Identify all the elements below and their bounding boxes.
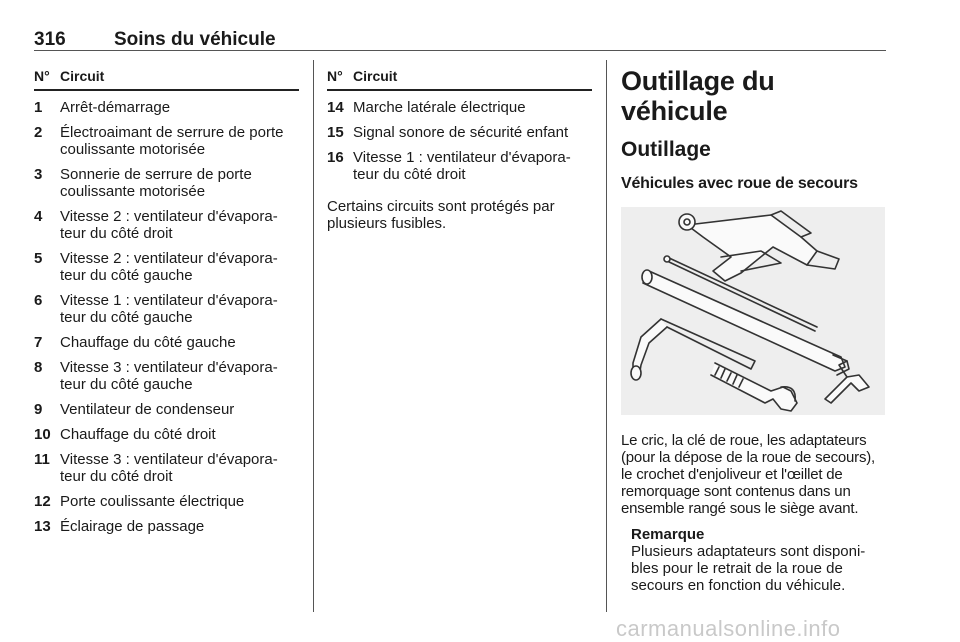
wheel-wrench-icon: [631, 319, 755, 380]
fuse-table-left: [34, 68, 299, 535]
col-number-header: N°: [34, 68, 50, 84]
row-number: 5: [34, 250, 43, 267]
row-circuit: Vitesse 2 : ventilateur d'évapora- teur du côté droit: [60, 208, 278, 242]
row-circuit: Signal sonore de sécurité enfant: [353, 124, 569, 141]
row-circuit: Chauffage du côté gauche: [60, 334, 236, 351]
page-number: 316: [34, 29, 66, 50]
table-header: [34, 68, 299, 91]
row-circuit: Éclairage de passage: [60, 518, 205, 535]
sub-subsection-heading: Véhicules avec roue de secours: [621, 175, 858, 192]
row-number: 7: [34, 334, 43, 351]
row-circuit: Ventilateur de condenseur: [60, 401, 235, 418]
col-circuit-header: Circuit: [60, 68, 105, 84]
table-row: [34, 401, 299, 418]
table-row: [34, 518, 299, 535]
remark-text: Plusieurs adaptateurs sont disponi- bles pour le retrait de la roue de secours en fonction du véhicule.: [631, 543, 866, 594]
remark-title: Remarque: [631, 526, 705, 543]
subsection-heading: Outillage: [621, 138, 711, 161]
row-number: 3: [34, 166, 43, 183]
row-circuit: Vitesse 2 : ventilateur d'évapora- teur du côté gauche: [60, 250, 278, 284]
tools-section: [621, 66, 887, 594]
jack-icon: [679, 211, 839, 281]
table-row: [34, 359, 299, 393]
column-divider-2: [606, 60, 607, 612]
col-number-header: N°: [327, 68, 343, 84]
table-row: [327, 99, 592, 116]
row-number: 6: [34, 292, 43, 309]
row-circuit: Porte coulissante électrique: [60, 493, 245, 510]
fuse-table-mid: [327, 68, 592, 232]
table-row: [34, 124, 299, 158]
row-circuit: Vitesse 3 : ventilateur d'évapora- teur du côté droit: [60, 451, 278, 485]
table-row: [34, 451, 299, 485]
row-number: 2: [34, 124, 43, 141]
tools-drawing: [621, 207, 885, 415]
row-number: 9: [34, 401, 43, 418]
table-row: [34, 166, 299, 200]
tools-description: Le cric, la clé de roue, les adaptateurs (pour la dépose de la roue de secours), le crochet d'enjoliveur et l'œillet de remorquage sont contenus dans un ensemble rangé sous le siège avant.: [621, 432, 876, 517]
row-number: 8: [34, 359, 43, 376]
row-number: 15: [327, 124, 344, 141]
table-row: [327, 149, 592, 183]
table-row: [34, 493, 299, 510]
table-row: [34, 99, 299, 116]
row-circuit: Vitesse 1 : ventilateur d'évapora- teur du côté droit: [353, 149, 571, 183]
row-circuit: Électroaimant de serrure de porte coulissante motorisée: [60, 124, 284, 158]
header-rule: [34, 50, 886, 51]
row-circuit: Sonnerie de serrure de porte coulissante motorisée: [60, 166, 252, 200]
table-row: [34, 250, 299, 284]
table-row: [34, 334, 299, 351]
row-circuit: Chauffage du côté droit: [60, 426, 216, 443]
row-number: 16: [327, 149, 344, 166]
row-number: 4: [34, 208, 43, 225]
table-row: [34, 292, 299, 326]
extension-icon: [642, 270, 849, 375]
row-number: 14: [327, 99, 344, 116]
row-number: 10: [34, 426, 51, 443]
remark-box: [631, 526, 887, 594]
table-row: [34, 208, 299, 242]
col-circuit-header: Circuit: [353, 68, 398, 84]
section-heading: Outillage du véhicule: [621, 66, 775, 126]
row-circuit: Arrêt-démarrage: [60, 99, 171, 116]
watermark: carmanualsonline.info: [616, 616, 841, 641]
tools-illustration: [621, 207, 885, 415]
table-header: [327, 68, 592, 91]
tow-hook-icon: [711, 363, 797, 411]
row-number: 12: [34, 493, 51, 510]
row-number: 11: [34, 451, 50, 468]
row-circuit: Marche latérale électrique: [353, 99, 526, 116]
row-circuit: Vitesse 1 : ventilateur d'évapora- teur du côté gauche: [60, 292, 278, 326]
row-number: 13: [34, 518, 51, 535]
table-row: [34, 426, 299, 443]
column-divider-1: [313, 60, 314, 612]
page-title: Soins du véhicule: [114, 29, 276, 50]
table-row: [327, 124, 592, 141]
row-circuit: Vitesse 3 : ventilateur d'évapora- teur du côté gauche: [60, 359, 278, 393]
fuse-note: Certains circuits sont protégés par plusieurs fusibles.: [327, 198, 555, 232]
row-number: 1: [34, 99, 43, 116]
